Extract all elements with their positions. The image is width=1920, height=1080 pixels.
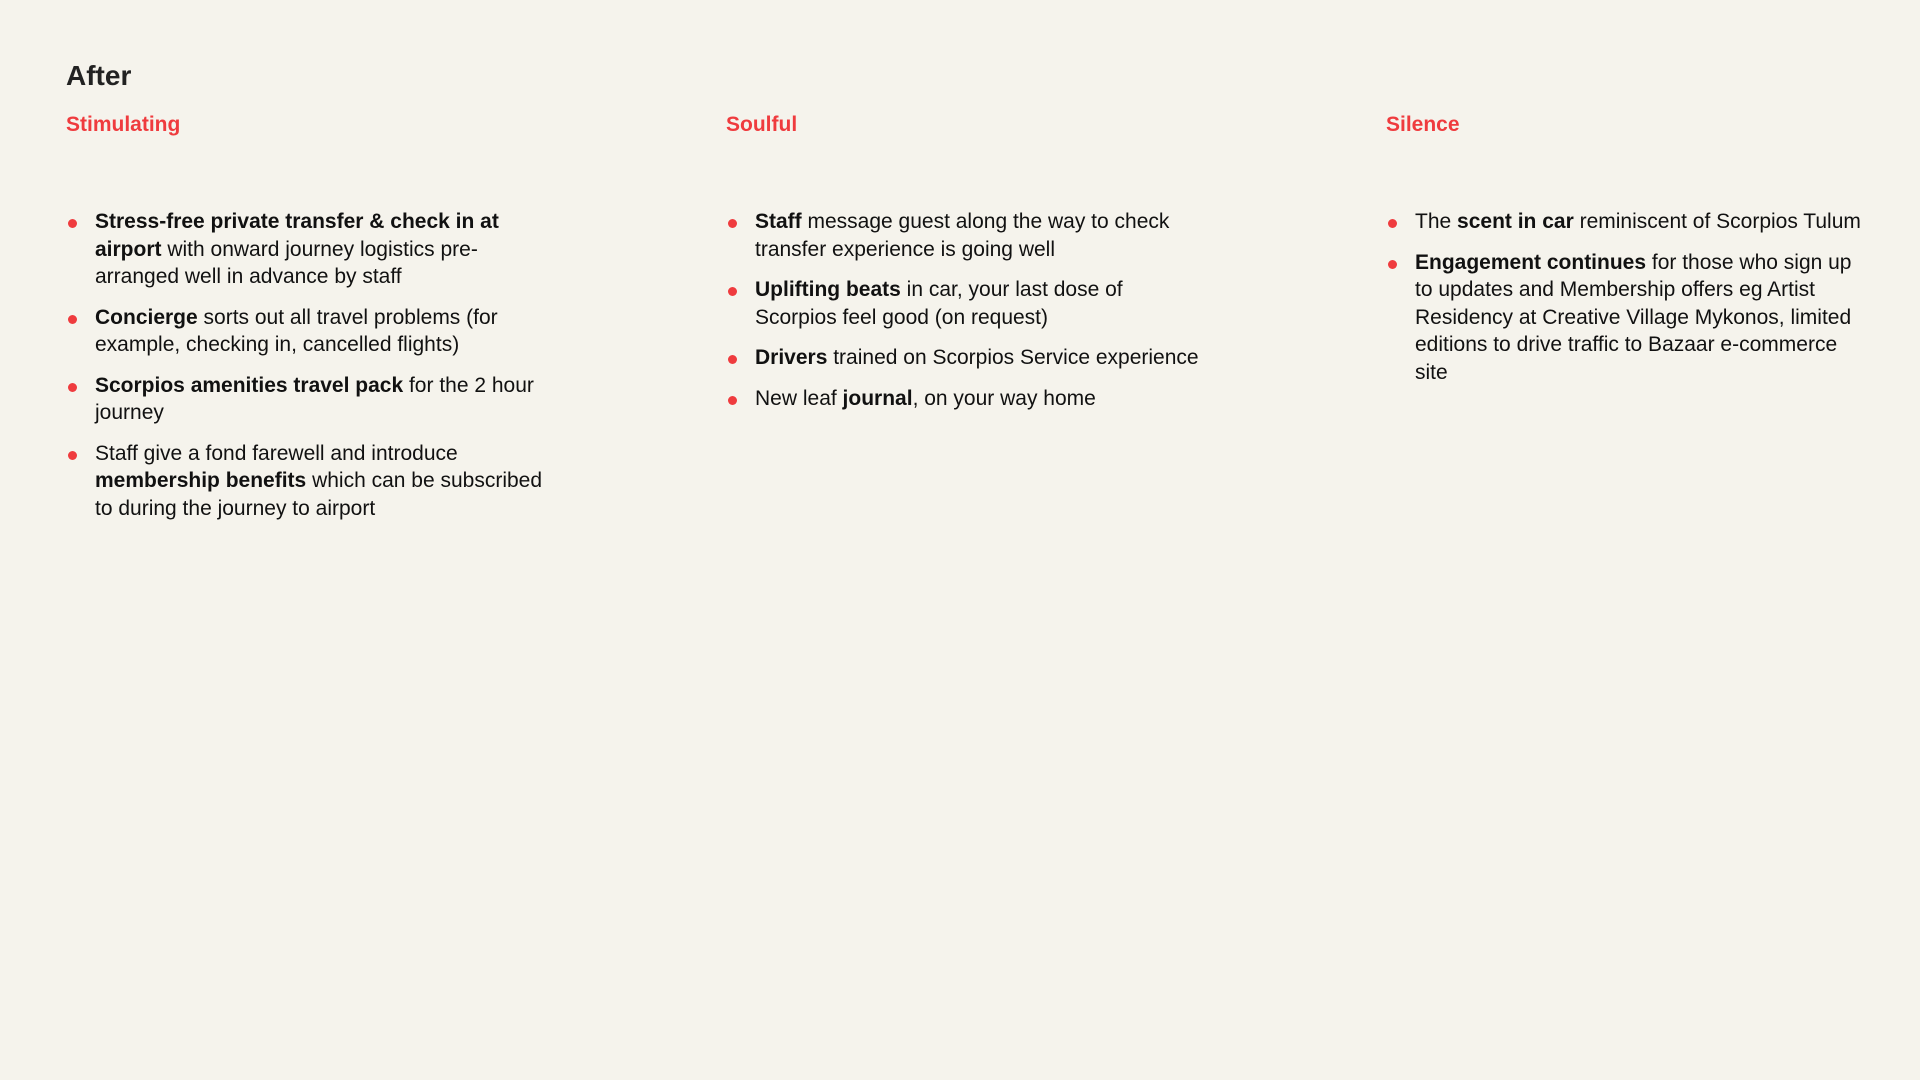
bullet-list xyxy=(726,208,1206,425)
column-heading: Stimulating xyxy=(66,113,181,136)
bullet-text: which can be subscribed to during the journey to airport xyxy=(95,469,543,520)
list-item xyxy=(1386,208,1866,236)
bullet-text: New leaf xyxy=(755,386,843,410)
list-item xyxy=(66,440,546,523)
bullet-bold-text: Engagement continues xyxy=(1415,250,1647,274)
bullet-text: sorts out all travel problems (for example, checking in, cancelled flights) xyxy=(95,305,498,356)
bullet-list xyxy=(66,208,546,535)
list-item xyxy=(66,372,546,427)
column-soulful xyxy=(726,112,1246,410)
bullet-dot-icon xyxy=(728,287,737,296)
bullet-bold-text: Staff xyxy=(755,210,802,233)
bullet-text: Staff give a fond farewell and introduce xyxy=(95,441,458,465)
bullet-text: for the 2 hour journey xyxy=(95,373,534,424)
bullet-text: for those who sign up to updates and Membership offers eg Artist Residency at Creative Village Mykonos, limited editions to drive traffic to Bazaar e-commerce site xyxy=(1415,250,1852,384)
bullet-dot-icon xyxy=(1388,219,1397,228)
bullet-bold-text: Concierge xyxy=(95,305,198,329)
list-item xyxy=(726,385,1206,413)
bullet-text: trained on Scorpios Service experience xyxy=(827,346,1199,369)
page-title: After xyxy=(66,60,132,91)
list-item xyxy=(1386,249,1866,387)
list-item xyxy=(66,208,546,291)
bullet-text: reminiscent of Scorpios Tulum xyxy=(1573,210,1861,233)
bullet-bold-text: membership benefits xyxy=(95,469,307,492)
list-item xyxy=(726,208,1206,263)
bullet-dot-icon xyxy=(68,383,77,392)
bullet-text: with onward journey logistics pre-arranged well in advance by staff xyxy=(95,237,478,288)
bullet-bold-text: journal xyxy=(842,386,913,410)
list-item xyxy=(726,276,1206,331)
column-silence xyxy=(1386,112,1906,384)
bullet-text: The xyxy=(1415,210,1458,233)
list-item xyxy=(726,344,1206,372)
bullet-bold-text: Scorpios amenities travel pack xyxy=(95,373,404,397)
bullet-text: message guest along the way to check transfer experience is going well xyxy=(755,210,1170,261)
list-item xyxy=(66,304,546,359)
column-stimulating xyxy=(66,112,586,520)
bullet-dot-icon xyxy=(728,396,737,405)
bullet-dot-icon xyxy=(728,219,737,228)
column-heading: Silence xyxy=(1386,113,1460,136)
bullet-dot-icon xyxy=(68,315,77,324)
bullet-list xyxy=(1386,208,1866,399)
bullet-dot-icon xyxy=(68,219,77,228)
bullet-bold-text: Uplifting beats xyxy=(755,278,901,301)
bullet-text: , on your way home xyxy=(912,386,1096,410)
bullet-bold-text: scent in car xyxy=(1457,210,1574,233)
bullet-dot-icon xyxy=(728,355,737,364)
column-heading: Soulful xyxy=(726,113,798,136)
bullet-bold-text: Drivers xyxy=(755,346,828,369)
bullet-text: in car, your last dose of Scorpios feel good (on request) xyxy=(755,278,1123,329)
bullet-bold-text: Stress-free private transfer & check in at airport xyxy=(95,210,499,261)
bullet-dot-icon xyxy=(1388,260,1397,269)
bullet-dot-icon xyxy=(68,451,77,460)
